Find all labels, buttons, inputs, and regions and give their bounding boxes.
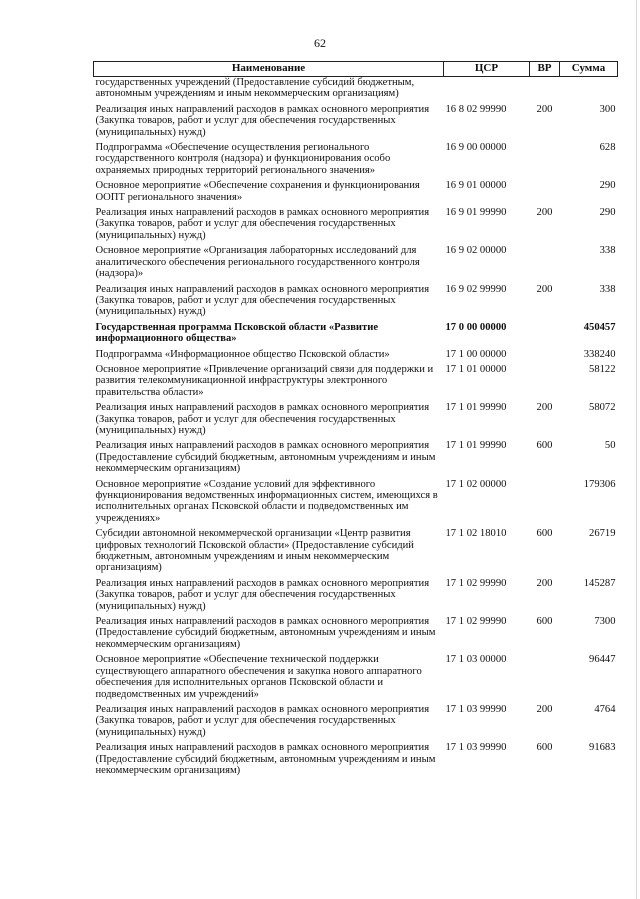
cell-name: Основное мероприятие «Обеспечение технической поддержки существующего аппаратного обеспечения и закупка нового аппаратного обеспечения для исполнительных органов Псковской области и подведомственных им учреждений» <box>95 654 422 700</box>
cell-csr: 17 1 01 99990 <box>445 440 507 452</box>
cell-sum: 50 <box>604 440 616 452</box>
cell-csr: 16 9 02 99990 <box>445 283 507 295</box>
cell-sum: 96447 <box>589 654 616 666</box>
cell-vr <box>530 142 560 180</box>
cell-csr: 17 1 02 00000 <box>445 478 507 490</box>
table-header <box>94 62 618 77</box>
cell-vr: 200 <box>536 207 553 219</box>
cell-name: Реализация иных направлений расходов в рамках основного мероприятия (Предоставление субсидий бюджетным, автономным учреждениям и иным некоммерческим организациям) <box>95 742 436 776</box>
table-row <box>94 104 618 142</box>
cell-vr: 600 <box>536 528 553 540</box>
cell-sum: 450457 <box>583 321 616 333</box>
cell-vr: 200 <box>536 103 553 115</box>
table-row <box>94 284 618 322</box>
table-row <box>94 479 618 529</box>
table-row <box>94 402 618 440</box>
cell-sum: 4764 <box>594 703 616 715</box>
cell-vr: 600 <box>536 440 553 452</box>
cell-csr: 17 0 00 00000 <box>445 321 507 333</box>
cell-name: Подпрограмма «Информационное общество Псковской области» <box>95 348 390 360</box>
cell-sum: 91683 <box>589 742 616 754</box>
table-row <box>94 704 618 742</box>
cell-csr <box>444 77 530 104</box>
cell-name: Реализация иных направлений расходов в рамках основного мероприятия (Предоставление субсидий бюджетным, автономным учреждениям и иным некоммерческим организациям) <box>95 440 436 475</box>
cell-sum: 628 <box>599 142 616 154</box>
cell-csr: 17 1 02 99990 <box>445 616 507 628</box>
cell-name: Подпрограмма «Обеспечение осуществления регионального государственного контроля (надзора) и функционирования особо охраняемых природных территорий регионального значения» <box>95 142 391 176</box>
cell-csr: 16 9 00 00000 <box>445 142 507 154</box>
scan-edge-line <box>636 0 637 899</box>
cell-csr: 17 1 01 99990 <box>445 402 507 414</box>
cell-csr: 17 1 00 00000 <box>445 348 507 360</box>
cell-vr: 200 <box>536 703 553 715</box>
cell-csr: 16 9 01 00000 <box>445 180 507 192</box>
cell-csr: 16 9 02 00000 <box>445 245 507 257</box>
table-row <box>94 322 618 349</box>
cell-name: Основное мероприятие «Создание условий для эффективного функционирования ведомственных информационных систем, имеющихся в исполнительных органах Псковской области и подведомственных им учреждениях» <box>95 478 438 524</box>
cell-vr: 600 <box>536 616 553 628</box>
cell-csr: 16 9 01 99990 <box>445 207 507 219</box>
cell-name: Государственная программа Псковской области «Развитие информационного общества» <box>95 321 379 345</box>
cell-csr: 17 1 03 00000 <box>445 654 507 666</box>
cell-sum: 26719 <box>589 528 616 540</box>
cell-sum: 338240 <box>583 348 616 360</box>
table-row <box>94 742 618 780</box>
table-row <box>94 77 618 104</box>
header-name: Наименование <box>94 62 444 77</box>
cell-vr <box>530 479 560 529</box>
cell-vr <box>530 180 560 207</box>
table-row <box>94 440 618 478</box>
cell-sum: 338 <box>599 283 616 295</box>
cell-name: Реализация иных направлений расходов в рамках основного мероприятия (Закупка товаров, работ и услуг для обеспечения государственных (муниципальных) нужд) <box>95 577 430 612</box>
cell-name: государственных учреждений (Предоставление субсидий бюджетным, автономным учреждениям и иным некоммерческим организациям) <box>95 77 415 100</box>
table-row <box>94 654 618 704</box>
cell-csr: 17 1 03 99990 <box>445 703 507 715</box>
cell-vr: 600 <box>536 742 553 754</box>
table-row <box>94 616 618 654</box>
table-row <box>94 180 618 207</box>
cell-vr <box>530 245 560 283</box>
cell-name: Основное мероприятие «Организация лабораторных исследований для аналитического обеспечения регионального государственного контроля (надзора)» <box>95 245 420 280</box>
table-body <box>94 77 618 781</box>
header-sum: Сумма <box>560 62 618 77</box>
cell-name: Основное мероприятие «Привлечение организаций связи для поддержки и развития телекоммуникационной инфраструктуры электронного правительства области» <box>95 363 434 398</box>
cell-sum: 58072 <box>589 402 616 414</box>
header-row <box>94 62 618 77</box>
cell-vr <box>530 654 560 704</box>
cell-name: Основное мероприятие «Обеспечение сохранения и функционирования ООПТ регионального значения» <box>95 180 420 203</box>
cell-sum: 58122 <box>589 363 616 375</box>
header-csr: ЦСР <box>444 62 530 77</box>
table-row <box>94 578 618 616</box>
cell-name: Реализация иных направлений расходов в рамках основного мероприятия (Закупка товаров, работ и услуг для обеспечения государственных (муниципальных) нужд) <box>95 402 430 436</box>
cell-csr: 17 1 02 99990 <box>445 577 507 589</box>
cell-vr: 200 <box>536 577 553 589</box>
cell-sum: 7300 <box>594 616 616 628</box>
cell-vr <box>530 349 560 364</box>
table-row <box>94 245 618 283</box>
cell-sum: 290 <box>599 207 616 219</box>
cell-sum: 145287 <box>583 577 616 589</box>
header-vr: ВР <box>530 62 560 77</box>
cell-sum: 179306 <box>583 478 616 490</box>
cell-name: Реализация иных направлений расходов в рамках основного мероприятия (Предоставление субсидий бюджетным, автономным учреждениям и иным некоммерческим организациям) <box>95 616 436 650</box>
cell-sum <box>560 77 618 104</box>
cell-name: Субсидии автономной некоммерческой организации «Центр развития цифровых технологий Псковской области» (Предоставление субсидий бюджетным, автономным учреждениям и иным некоммерческим организациям) <box>95 528 414 574</box>
cell-vr <box>530 322 560 349</box>
cell-sum: 300 <box>599 103 616 115</box>
cell-name: Реализация иных направлений расходов в рамках основного мероприятия (Закупка товаров, работ и услуг для обеспечения государственных (муниципальных) нужд) <box>95 207 430 241</box>
cell-csr: 17 1 01 00000 <box>445 363 507 375</box>
cell-sum: 338 <box>599 245 616 257</box>
cell-csr: 17 1 02 18010 <box>445 528 507 540</box>
table-row <box>94 207 618 245</box>
cell-sum: 290 <box>599 180 616 192</box>
cell-name: Реализация иных направлений расходов в рамках основного мероприятия (Закупка товаров, работ и услуг для обеспечения государственных (муниципальных) нужд) <box>95 703 430 738</box>
table-row <box>94 364 618 402</box>
table-row <box>94 528 618 578</box>
cell-vr: 200 <box>536 402 553 414</box>
cell-vr <box>530 364 560 402</box>
table-row <box>94 142 618 180</box>
table-row <box>94 349 618 364</box>
cell-csr: 16 8 02 99990 <box>445 103 507 115</box>
budget-table <box>93 61 618 780</box>
cell-name: Реализация иных направлений расходов в рамках основного мероприятия (Закупка товаров, работ и услуг для обеспечения государственных (муниципальных) нужд) <box>95 283 430 318</box>
cell-vr <box>530 77 560 104</box>
cell-name: Реализация иных направлений расходов в рамках основного мероприятия (Закупка товаров, работ и услуг для обеспечения государственных (муниципальных) нужд) <box>95 103 430 138</box>
cell-csr: 17 1 03 99990 <box>445 742 507 754</box>
page-number: 62 <box>314 36 326 50</box>
cell-vr: 200 <box>536 283 553 295</box>
